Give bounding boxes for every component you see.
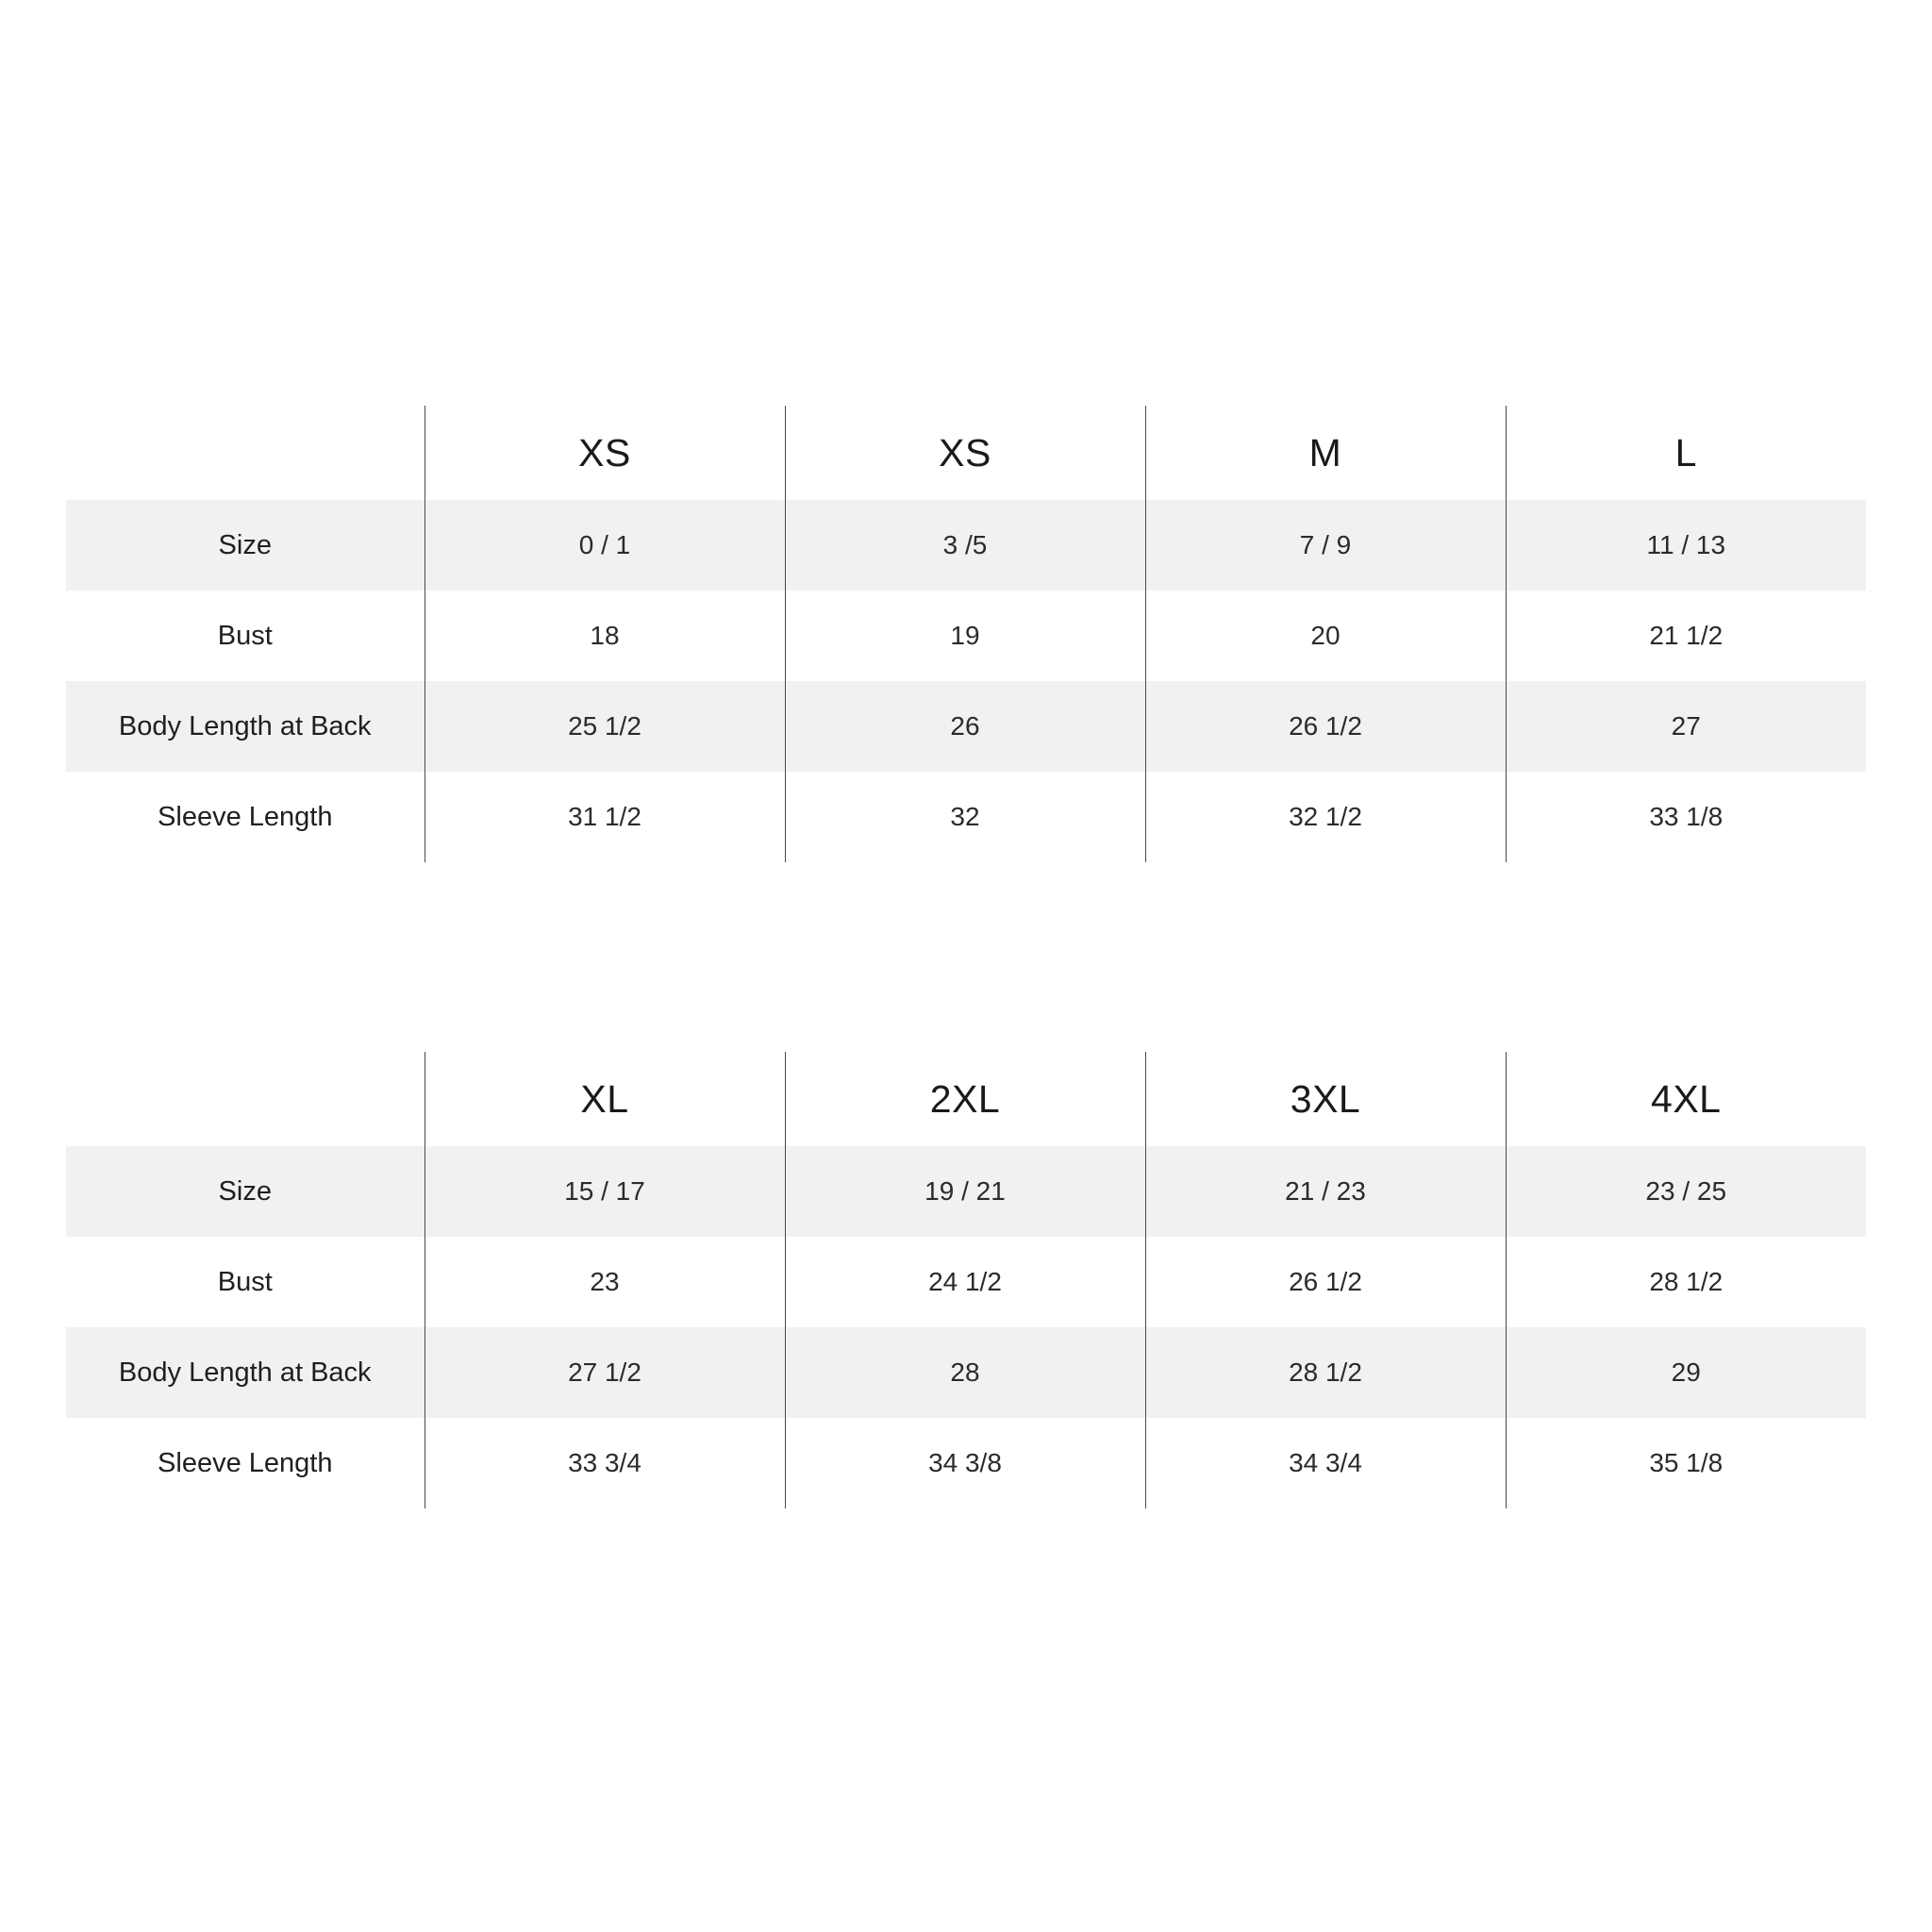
measurement-cell: 25 1/2 <box>425 681 785 772</box>
measurement-cell: 33 1/8 <box>1506 772 1866 862</box>
measurement-cell: 21 1/2 <box>1506 591 1866 681</box>
table-header-row <box>66 406 1866 500</box>
measurement-cell: 28 <box>785 1327 1145 1418</box>
table-body <box>66 500 1866 862</box>
size-header-cell: M <box>1145 406 1506 500</box>
measurement-cell: 32 <box>785 772 1145 862</box>
table-row <box>66 1146 1866 1237</box>
size-header-cell: 4XL <box>1506 1052 1866 1146</box>
row-label: Size <box>218 529 272 560</box>
measurement-cell: 3 /5 <box>785 500 1145 591</box>
measurement-cell: 18 <box>425 591 785 681</box>
table-row <box>66 772 1866 862</box>
measurement-cell: 28 1/2 <box>1506 1237 1866 1327</box>
measurement-cell: 32 1/2 <box>1145 772 1506 862</box>
measurement-cell: 0 / 1 <box>425 500 785 591</box>
row-label: Bust <box>217 1266 273 1297</box>
measurement-cell: 15 / 17 <box>425 1146 785 1237</box>
measurement-cell: 11 / 13 <box>1506 500 1866 591</box>
measurement-cell: 31 1/2 <box>425 772 785 862</box>
measurement-cell: 26 <box>785 681 1145 772</box>
measurement-cell: 28 1/2 <box>1145 1327 1506 1418</box>
size-header-cell: 2XL <box>785 1052 1145 1146</box>
measurement-cell: 26 1/2 <box>1145 681 1506 772</box>
size-header-cell: L <box>1506 406 1866 500</box>
measurement-cell: 27 1/2 <box>425 1327 785 1418</box>
measurement-cell: 23 <box>425 1237 785 1327</box>
size-header-cell: XS <box>425 406 785 500</box>
header-corner-cell <box>66 1052 425 1146</box>
measurement-cell: 26 1/2 <box>1145 1237 1506 1327</box>
measurement-cell: 24 1/2 <box>785 1237 1145 1327</box>
table-row <box>66 500 1866 591</box>
size-header-cell: XL <box>425 1052 785 1146</box>
measurement-cell: 21 / 23 <box>1145 1146 1506 1237</box>
measurement-cell: 19 <box>785 591 1145 681</box>
size-header-cell: XS <box>785 406 1145 500</box>
table-header <box>66 1052 1866 1146</box>
row-label: Body Length at Back <box>118 710 372 741</box>
table-body <box>66 1146 1866 1508</box>
table-header-row <box>66 1052 1866 1146</box>
row-label: Sleeve Length <box>158 1447 333 1478</box>
size-table-standard <box>66 406 1866 862</box>
row-label: Body Length at Back <box>118 1357 372 1388</box>
measurement-cell: 23 / 25 <box>1506 1146 1866 1237</box>
table-row <box>66 1327 1866 1418</box>
size-table <box>66 406 1866 862</box>
measurement-cell: 34 3/8 <box>785 1418 1145 1508</box>
measurement-cell: 29 <box>1506 1327 1866 1418</box>
size-table-extended <box>66 1052 1866 1508</box>
size-header-cell: 3XL <box>1145 1052 1506 1146</box>
measurement-cell: 35 1/8 <box>1506 1418 1866 1508</box>
measurement-cell: 20 <box>1145 591 1506 681</box>
table-row <box>66 681 1866 772</box>
table-row <box>66 1418 1866 1508</box>
measurement-cell: 34 3/4 <box>1145 1418 1506 1508</box>
measurement-cell: 33 3/4 <box>425 1418 785 1508</box>
table-row <box>66 591 1866 681</box>
row-label: Size <box>218 1175 272 1207</box>
measurement-cell: 27 <box>1506 681 1866 772</box>
measurement-cell: 19 / 21 <box>785 1146 1145 1237</box>
row-label: Sleeve Length <box>158 801 333 832</box>
measurement-cell: 7 / 9 <box>1145 500 1506 591</box>
table-header <box>66 406 1866 500</box>
header-corner-cell <box>66 406 425 500</box>
row-label: Bust <box>217 620 273 651</box>
size-table <box>66 1052 1866 1508</box>
table-row <box>66 1237 1866 1327</box>
